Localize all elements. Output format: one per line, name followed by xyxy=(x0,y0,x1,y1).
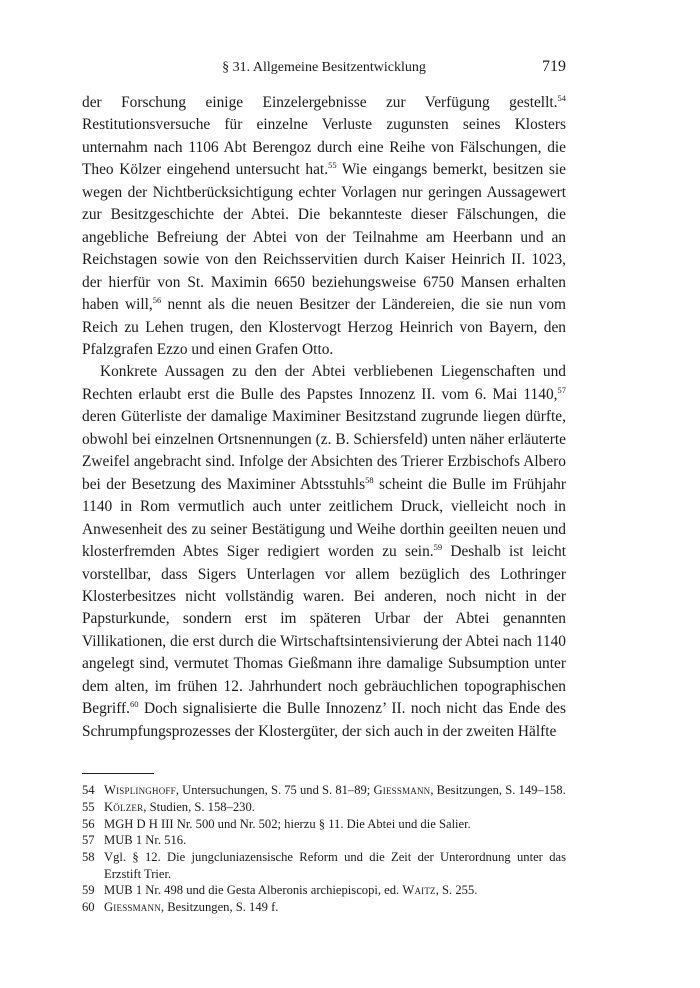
text-run: , Besitzungen, S. 149 f. xyxy=(160,900,279,915)
footnote-ref: 56 xyxy=(152,295,162,306)
footnote xyxy=(82,799,566,816)
footnote-number: 55 xyxy=(82,799,95,814)
footnote-text xyxy=(104,832,566,849)
footnote-text xyxy=(104,799,566,816)
paragraph xyxy=(82,361,566,743)
footnote xyxy=(82,782,566,799)
footnote-number: 60 xyxy=(82,900,95,915)
text-run: , Studien, S. 158–230. xyxy=(143,799,255,814)
footnote-text xyxy=(104,816,566,833)
text-run: Deshalb ist leicht vorstellbar, dass Sigers Unterlagen vor allem bezüglich des Lothringer Klosterbesitzes nicht vollständig waren. Bei anderen, noch nicht in der Papsturkunde, sondern erst im späteren Urbar der Abtei genannten Villikationen, die erst durch die Wirtschaftsintensivierung der Abtei nach 1140 angelegt sind, vermutet Thomas Gießmann ihre damalige Subsumption unter dem alten, im frühen 12. Jahrhundert noch gebräuchlichen topographischen Begriff. xyxy=(82,543,567,718)
footnote xyxy=(82,832,566,849)
footnote-number: 59 xyxy=(82,883,95,898)
running-head xyxy=(82,58,566,80)
footnote-number: 56 xyxy=(82,816,95,831)
text-run: der Forschung einige Einzelergebnisse zur Verfügung gestellt. xyxy=(82,94,558,111)
text-run: , Besitzungen, S. 149–158. xyxy=(430,783,566,798)
text-run: scheint die Bulle im Frühjahr 1140 in Rom vermutlich auch unter zeitlichem Druck, vielleicht noch in Anwesenheit des zu seiner Bestätigung und Weihe dorthin geeilten neuen und klosterfremden Abtes Siger redigiert worden zu sein. xyxy=(82,475,566,561)
footnote-ref: 59 xyxy=(433,542,443,553)
text-run: MGH D H III Nr. 500 und Nr. 502; hierzu § 11. Die Abtei und die Salier. xyxy=(104,816,471,831)
footnote-divider xyxy=(82,773,154,774)
footnotes xyxy=(82,782,566,916)
text-run: deren Güterliste der damalige Maximiner Besitzstand zugrunde liegen dürfte, obwohl bei einzelnen Ortsnennungen (z. B. Schiersfeld) unten näher erläuterte Zweifel angebracht sind. Infolge der Absichten des Trierer Erzbischofs Albero bei der Besetzung des Maximiner Abtsstuhls xyxy=(82,408,566,493)
footnote-number: 54 xyxy=(82,783,95,798)
paragraph xyxy=(82,92,566,361)
text-run: MUB 1 Nr. 516. xyxy=(104,833,187,848)
footnote-text xyxy=(104,782,566,799)
text-run: Vgl. § 12. Die jungcluniazensische Reform und die Zeit der Unterordnung unter das Erzstift Trier. xyxy=(104,849,566,881)
footnote xyxy=(82,816,566,833)
footnote-ref: 55 xyxy=(328,160,337,171)
text-run: , Untersuchungen, S. 75 und S. 81–89; xyxy=(175,783,374,798)
book-page xyxy=(82,58,566,916)
footnote xyxy=(82,882,566,899)
footnote-ref: 58 xyxy=(365,474,374,485)
footnote-number: 57 xyxy=(82,833,95,848)
text-run: Konkrete Aussagen zu den der Abtei verbliebenen Liegenschaften und Rechten erlaubt erst die Bulle des Papstes Innozenz II. vom 6. Mai 1140, xyxy=(82,363,566,403)
author-name: Giessmann xyxy=(104,900,161,915)
footnote-ref: 60 xyxy=(130,699,139,710)
body-text xyxy=(82,92,566,743)
text-run: MUB 1 Nr. 498 und die Gesta Alberonis archiepiscopi, ed. xyxy=(104,883,403,898)
author-name: Wisplinghoff xyxy=(104,783,176,798)
footnote xyxy=(82,849,566,882)
author-name: Giessmann xyxy=(373,783,431,798)
author-name: Waitz xyxy=(402,883,436,898)
author-name: Kölzer xyxy=(104,799,144,814)
footnote-text xyxy=(104,849,566,882)
footnote-number: 58 xyxy=(82,849,95,864)
footnote xyxy=(82,899,566,916)
footnote-ref: 57 xyxy=(557,384,566,395)
text-run: Doch signalisierte die Bulle Innozenz’ II. noch nicht das Ende des Schrumpfungsprozesses der Klostergüter, der sich auch in der zweiten Hälfte xyxy=(82,700,566,740)
text-run: nennt als die neuen Besitzer der Ländereien, die sie nun vom Reich zu Lehen trugen, den Klostervogt Herzog Heinrich von Bayern, den Pfalzgrafen Ezzo und einen Grafen Otto. xyxy=(82,296,566,358)
footnote-text xyxy=(104,899,566,916)
text-run: Wie eingangs bemerkt, besitzen sie wegen der Nichtberücksichtigung echter Vorlagen nur geringen Aussagewert zur Besitzgeschichte der Abtei. Die bekannteste dieser Fälschungen, die angebliche Befreiung der Abtei von der Teilnahme am Heerbann und an Reichstagen sowie von den Reichsservitien durch Kaiser Heinrich II. 1023, der hierfür von St. Maximin 6650 beziehungsweise 6750 Mansen erhalten haben will, xyxy=(82,161,566,314)
footnote-ref: 54 xyxy=(557,93,566,103)
running-title: § 31. Allgemeine Besitzentwicklung xyxy=(222,60,426,75)
page-number: 719 xyxy=(542,58,566,75)
text-run: Restitutionsversuche für einzelne Verluste zugunsten seines Klosters unternahm nach 1106 Abt Berengoz durch eine Reihe von Fälschungen, die Theo Kölzer eingehend untersucht hat. xyxy=(82,116,566,179)
text-run: , S. 255. xyxy=(435,883,478,898)
footnote-text xyxy=(104,882,566,899)
